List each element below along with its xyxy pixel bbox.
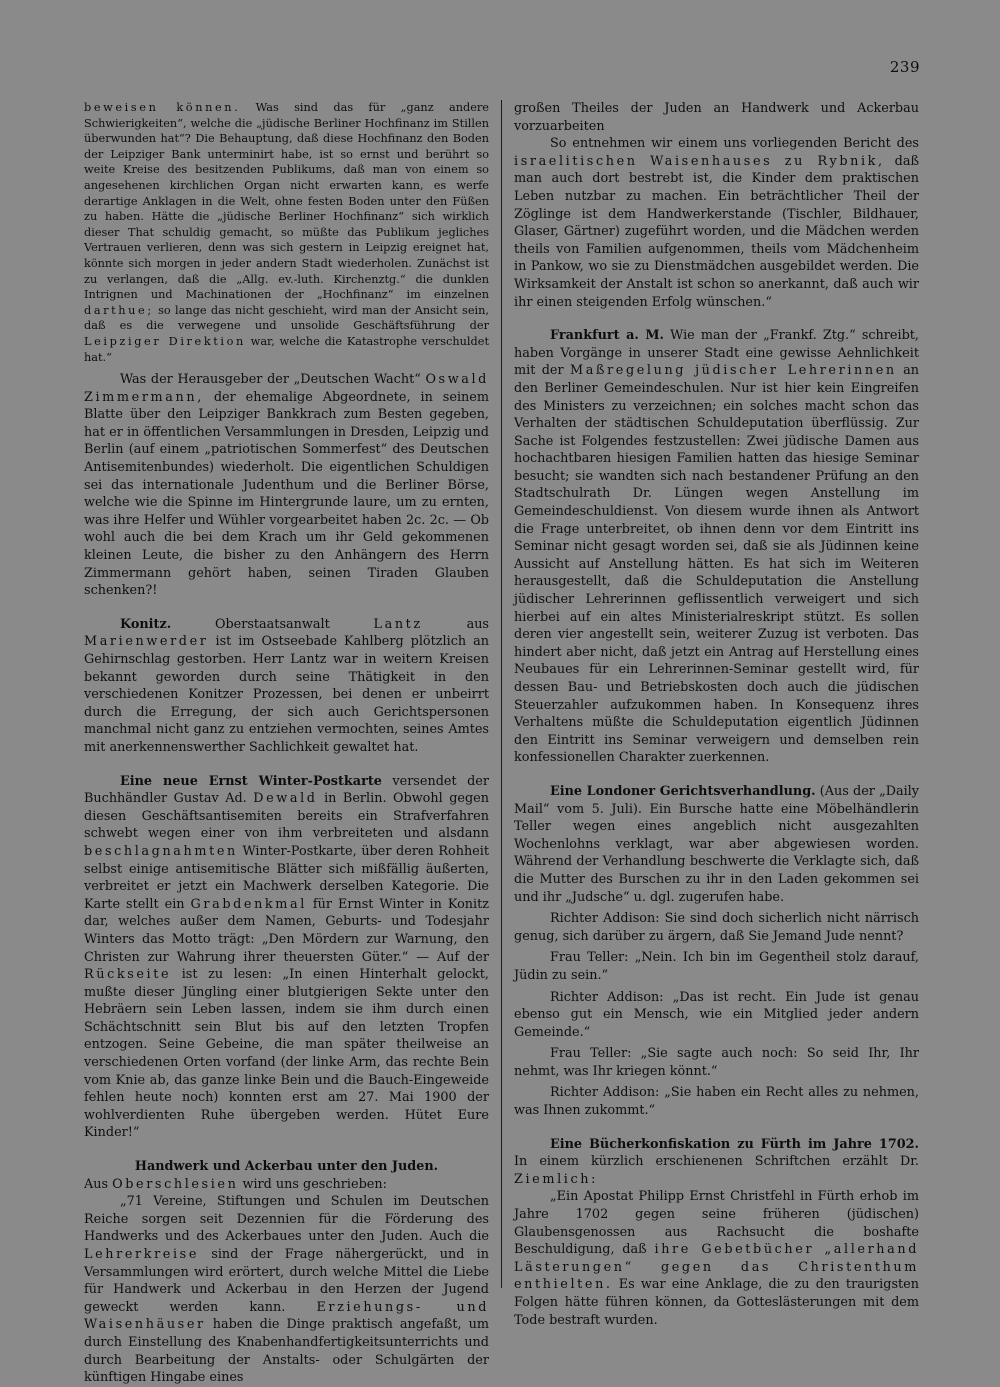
text-run: versendet der Buchhändler Gustav Ad.	[84, 773, 489, 807]
text-run: sind der Frage nähergerückt, und in Versammlungen wird erörtert, durch welche Mittel die Liebe für Handwerk und Ackerbau in den Herzen der Jugend geweckt werden kann.	[84, 1247, 489, 1315]
spaced-text: Rückseite	[84, 967, 172, 983]
handwerk-intro	[84, 1176, 489, 1194]
dialogue-line: Richter Addison: „Sie haben ein Recht alles zu nehmen, was Ihnen zukommt.“	[514, 1085, 919, 1119]
text-run: daß man auch dort bestrebt ist, die Kinder dem praktischen Leben nutzbar zu machen. Ein beträchtlicher Theil der Zöglinge ist dem Handwerkerstande (Tischler, Bildhauer, Glaser, Gärtner) zugeführt worden, und die Mädchen werden theils von Familien aufgenommen, theils vom Mädchenheim in Pankow, wo sie zu Dienstmädchen ausgebildet werden. Die Wirksamkeit der Anstalt ist schon so anerkannt, daß auch wir ihr einen steigenden Erfolg wünschen.“	[514, 153, 919, 310]
article-heading: Eine neue Ernst Winter-Postkarte	[120, 773, 382, 789]
spaced-text: Ziemlich:	[514, 1171, 598, 1187]
dialogue-line: Frau Teller: „Sie sagte auch noch: So seid Ihr, Ihr nehmt, was Ihr kriegen könnt.“	[514, 1046, 919, 1079]
text-run: ist im Ostseebade Kahlberg plötzlich an Gehirnschlag gestorben. Herr Lantz war in weitern Kreisen bekannt geworden durch seine Thätigkeit in den verschiedenen Konitzer Prozessen, bei denen er unbeirrt durch die Erregung, der sich auch Gerichtspersonen manchmal nicht ganz zu entziehen vermochten, seines Amtes mit anerkennenswerther Sachlichkeit gewaltet hat.	[84, 634, 489, 755]
spaced-text: Lantz	[373, 616, 423, 632]
spaced-text: Maßregelung jüdischer Lehrerinnen	[570, 363, 897, 379]
text-run: 2c. 2c.	[401, 512, 449, 528]
text-run: wird uns geschrieben:	[238, 1176, 387, 1192]
spaced-text: Erziehungs- und Waisenhäuser	[84, 1299, 490, 1333]
dialogue-line: Richter Addison: Sie sind doch sicherlich nicht närrisch genug, sich darüber zu ärgern, daß Sie Jemand Jude nennt?	[514, 911, 919, 944]
text-run: ist zu lesen: „In einen Hinterhalt gelockt, mußte dieser Jüngling einer blutgierigen Sekte unter den Hebräern sein Leben lassen, indem sie ihm durch einen Schächtschnitt sein Blut bis auf den letzten Tropfen entzogen. Seine Gebeine, die man später theilweise an verschiedenen Orten vorfand (der linke Arm, das rechte Bein vom Knie ab, das ganze linke Bein und die Bauch-Eingeweide fehlen heute noch) konnten erst am 27. Mai 1900 der wohlverdienten Ruhe übergeben werden. Hütet Eure Kinder!“	[84, 967, 489, 1141]
handwerk-continuation: großen Theiles der Juden an Handwerk und Ackerbau vorzuarbeiten	[514, 101, 919, 134]
text-run: Was der Herausgeber der „Deutschen Wacht“	[120, 372, 421, 388]
london-article	[514, 783, 919, 906]
text-run: aus	[422, 616, 490, 632]
dialogue-line: Richter Addison: „Das ist recht. Ein Jude ist genau ebenso gut ein Mensch, wie ein Mitglied jeder andern Gemeinde.“	[514, 989, 919, 1040]
text-run: In einem kürzlich erschienenen Schriftchen erzählt Dr.	[514, 1154, 919, 1170]
wacht-paragraph	[84, 371, 489, 600]
postkarte-article	[84, 773, 489, 1142]
text-run: für Ernst Winter in Konitz dar, welches außer dem Namen, Geburts- und Todesjahr Winters das Motto trägt: „Den Mördern zur Warnung, den Christen zur Wahrung ihrer theuersten Güter.“ — Auf der	[84, 896, 489, 965]
spaced-text: Grabdenkmal	[190, 896, 307, 912]
fuerth-quote	[514, 1188, 919, 1329]
text-run: so lange das nicht geschieht, wird man der Ansicht sein, daß es die verwegene und unsolide Geschäftsführung der	[84, 303, 489, 333]
spaced-text: darthue;	[84, 303, 154, 317]
dialogue-line: Frau Teller: „Nein. Ich bin im Gegentheil stolz darauf, Jüdin zu sein.“	[514, 950, 919, 983]
frankfurt-article	[514, 327, 919, 767]
text-run: Wie man der „Frankf. Ztg.“ schreibt, haben Vorgänge in unserer Stadt eine gewisse Aehnlichkeit mit der	[514, 328, 919, 379]
right-column	[514, 100, 919, 1329]
text-run: Aus	[84, 1176, 109, 1192]
text-run: Oberstaatsanwalt	[171, 616, 330, 632]
text-run: — Ob wohl auch die bei dem Krach um ihr Geld gekommenen kleinen Leute, die bisher zu den Anhängern des Herrn Zimmermann gehört haben, seinen Tiraden Glauben schenken?!	[84, 512, 489, 599]
article-heading: Eine Londoner Gerichtsverhandlung.	[550, 783, 816, 799]
text-run: Was sind das für „ganz andere Schwierigkeiten“, welche die „jüdische Berliner Hochfinanz im Stillen überwunden hat“? Die Behauptung, daß diese Hochfinanz den Boden der Leipziger Bank unterminirt habe, ist so ernst und berührt so weite Kreise des besitzenden Publikums, daß man von einem so angesehenen kirchlichen Organ nicht erwarten kann, es werfe derartige Anklagen in die Welt, ohne festen Boden unter den Füßen zu haben. Hätte die „jüdische Berliner Hochfinanz“ sich wirklich dieser That schuldig gemacht, so müßte das Publikum jegliches Vertrauen verlieren, denn was sich gestern in Leipzig ereignet hat, könnte sich morgen in jeder andern Stadt wiederholen. Zunächst ist zu verlangen, daß die „Allg. ev.-luth. Kirchenztg.“ die dunklen Intrignen und Machinationen der „Hochfinanz“ im einzelnen	[84, 101, 489, 302]
text-run: „Ein Apostat Philipp Ernst Christfehl in Fürth erhob im Jahre 1702 gegen seine früheren (jüdischen) Glaubensgenossen aus Rachsucht die boshafte Beschuldigung, daß	[514, 1189, 919, 1258]
text-run: Es war eine Anklage, die zu den traurigsten Folgen hätte führen können, da Gotteslästerungen mit dem Tode bestraft wurden.	[514, 1277, 919, 1328]
spaced-text: Oberschlesien	[112, 1176, 239, 1192]
text-run: in Berlin. Obwohl gegen diesen Geschäftsantisemiten bereits ein Strafverfahren schwebt wegen einer von ihm verbreiteten und alsdann	[84, 791, 489, 842]
text-run: war, welche die Katastrophe verschuldet hat.“	[84, 334, 489, 364]
handwerk-quote	[84, 1193, 489, 1387]
text-run: der ehemalige Abgeordnete, in seinem Blatte über den Leipziger Bankkrach zum Besten gegeben, hat er in öffentlichen Versammlungen in Dresden, Leipzig und Berlin (auf einem „patriotischen Sommerfest“ des Deutschen Antisemitenbundes) wiederholt. Die eigentlichen Schuldigen sei das internationale Judenthum und die Berliner Börse, welche wie die Spinne im Hintergrunde laure, um zu ernten, was ihre Helfer und Wühler vorgearbeitet haben	[84, 389, 489, 528]
spaced-text: Dewald	[253, 791, 318, 807]
text-run: Winter-Postkarte, über deren Rohheit selbst einige antisemitische Blätter sich mißfällig äußerten, verbreitet er jetzt ein Machwerk derselben Kategorie. Die Karte stellt ein	[84, 843, 489, 912]
article-heading: Konitz.	[120, 616, 172, 632]
left-column	[84, 100, 489, 1387]
text-run: an den Berliner Gemeindeschulen. Nur ist hier kein Eingreifen des Ministers zu verzeichnen; ein solches macht schon das Verhalten der städtischen Schuldeputation überflüssig. Zur Sache ist Folgendes festzustellen: Zwei jüdische Damen aus hochachtbaren hiesigen Familien hatten das hiesige Seminar besucht; sie wandten sich nach bestandener Prüfung an den Stadtschulrath Dr. Lüngen wegen Anstellung im Gemeindeschuldienst. Von diesem wurde ihnen als Antwort die Frage unterbreitet, ob ihnen denn vor dem Eintritt ins Seminar nicht gesagt worden sei, daß sie als Jüdinnen keine Aussicht auf Anstellung hätten. Es hat sich im Weiteren herausgestellt, daß die Schuldeputation die Anstellung jüdischer Lehrerinnen geflissentlich verweigert und sich hierbei auf ein altes Ministerialreskript stützt. Es sollen deren vier angestellt sein, weiterer Zuzug ist verboten. Das hindert aber nicht, daß jetzt ein Antrag auf Herstellung eines Neubaues für ein Lehrerinnen-Seminar gestellt wird, für dessen Bau- und Betriebskosten doch auch die jüdischen Steuerzahler aufzukommen haben. In Konsequenz ihres Verhaltens müßte die Schuldeputation eigentlich Jüdinnen den Eintritt ins Seminar verweigern und demselben rein konfessionellen Charakter zuerkennen.	[514, 363, 919, 766]
rybnik-paragraph	[514, 135, 919, 311]
page-number: 239	[889, 58, 920, 76]
spaced-text: Oswald Zimmermann,	[84, 372, 489, 405]
spaced-text: beweisen können.	[84, 101, 241, 114]
quote-end-paragraph	[84, 100, 489, 365]
article-heading: Handwerk und Ackerbau unter den Juden.	[134, 1159, 439, 1175]
spaced-text: ihre Gebetbücher „allerhand Lästerungen“ gegen das Christenthum enthielten.	[514, 1242, 919, 1293]
spaced-text: Leipziger Direktion	[84, 334, 246, 348]
article-heading: Eine Bücherkonfiskation zu Fürth im Jahre 1702.	[550, 1136, 919, 1152]
article-heading: Frankfurt a. M.	[550, 328, 664, 344]
text-run: haben die Dinge praktisch angefaßt, um durch Einstellung des Knabenhandfertigkeitsunterrichts und durch Bearbeitung der Anstalts- oder Schulgärten der künftigen Hingabe eines	[84, 1317, 489, 1386]
spaced-text: israelitischen Waisenhauses zu Rybnik,	[514, 153, 885, 169]
spaced-text: beschlagnahmten	[84, 843, 238, 859]
text-run: „71 Vereine, Stiftungen und Schulen im Deutschen Reiche sorgen seit Dezennien für die Förderung des Handwerks und des Ackerbaues unter den Juden. Auch die	[84, 1194, 489, 1245]
column-divider	[501, 100, 502, 1288]
text-run: So entnehmen wir einem uns vorliegenden Bericht des	[550, 136, 919, 152]
text-run: (Aus der „Daily Mail“ vom 5. Juli). Ein Bursche hatte eine Möbelhändlerin Teller wegen eines angeblich nicht ausgezahlten Wochenlohns verklagt, war aber abgewiesen worden. Während der Verhandlung beschwerte die Verklagte sich, daß die Mutter des Burschen zu ihr in den Laden gekommen sei und ihr „Judsche“ u. dgl. zugerufen habe.	[514, 783, 920, 905]
fuerth-article	[514, 1136, 919, 1189]
spaced-text: Marienwerder	[84, 634, 209, 650]
konitz-article	[84, 616, 489, 757]
spaced-text: Lehrerkreise	[84, 1247, 199, 1262]
